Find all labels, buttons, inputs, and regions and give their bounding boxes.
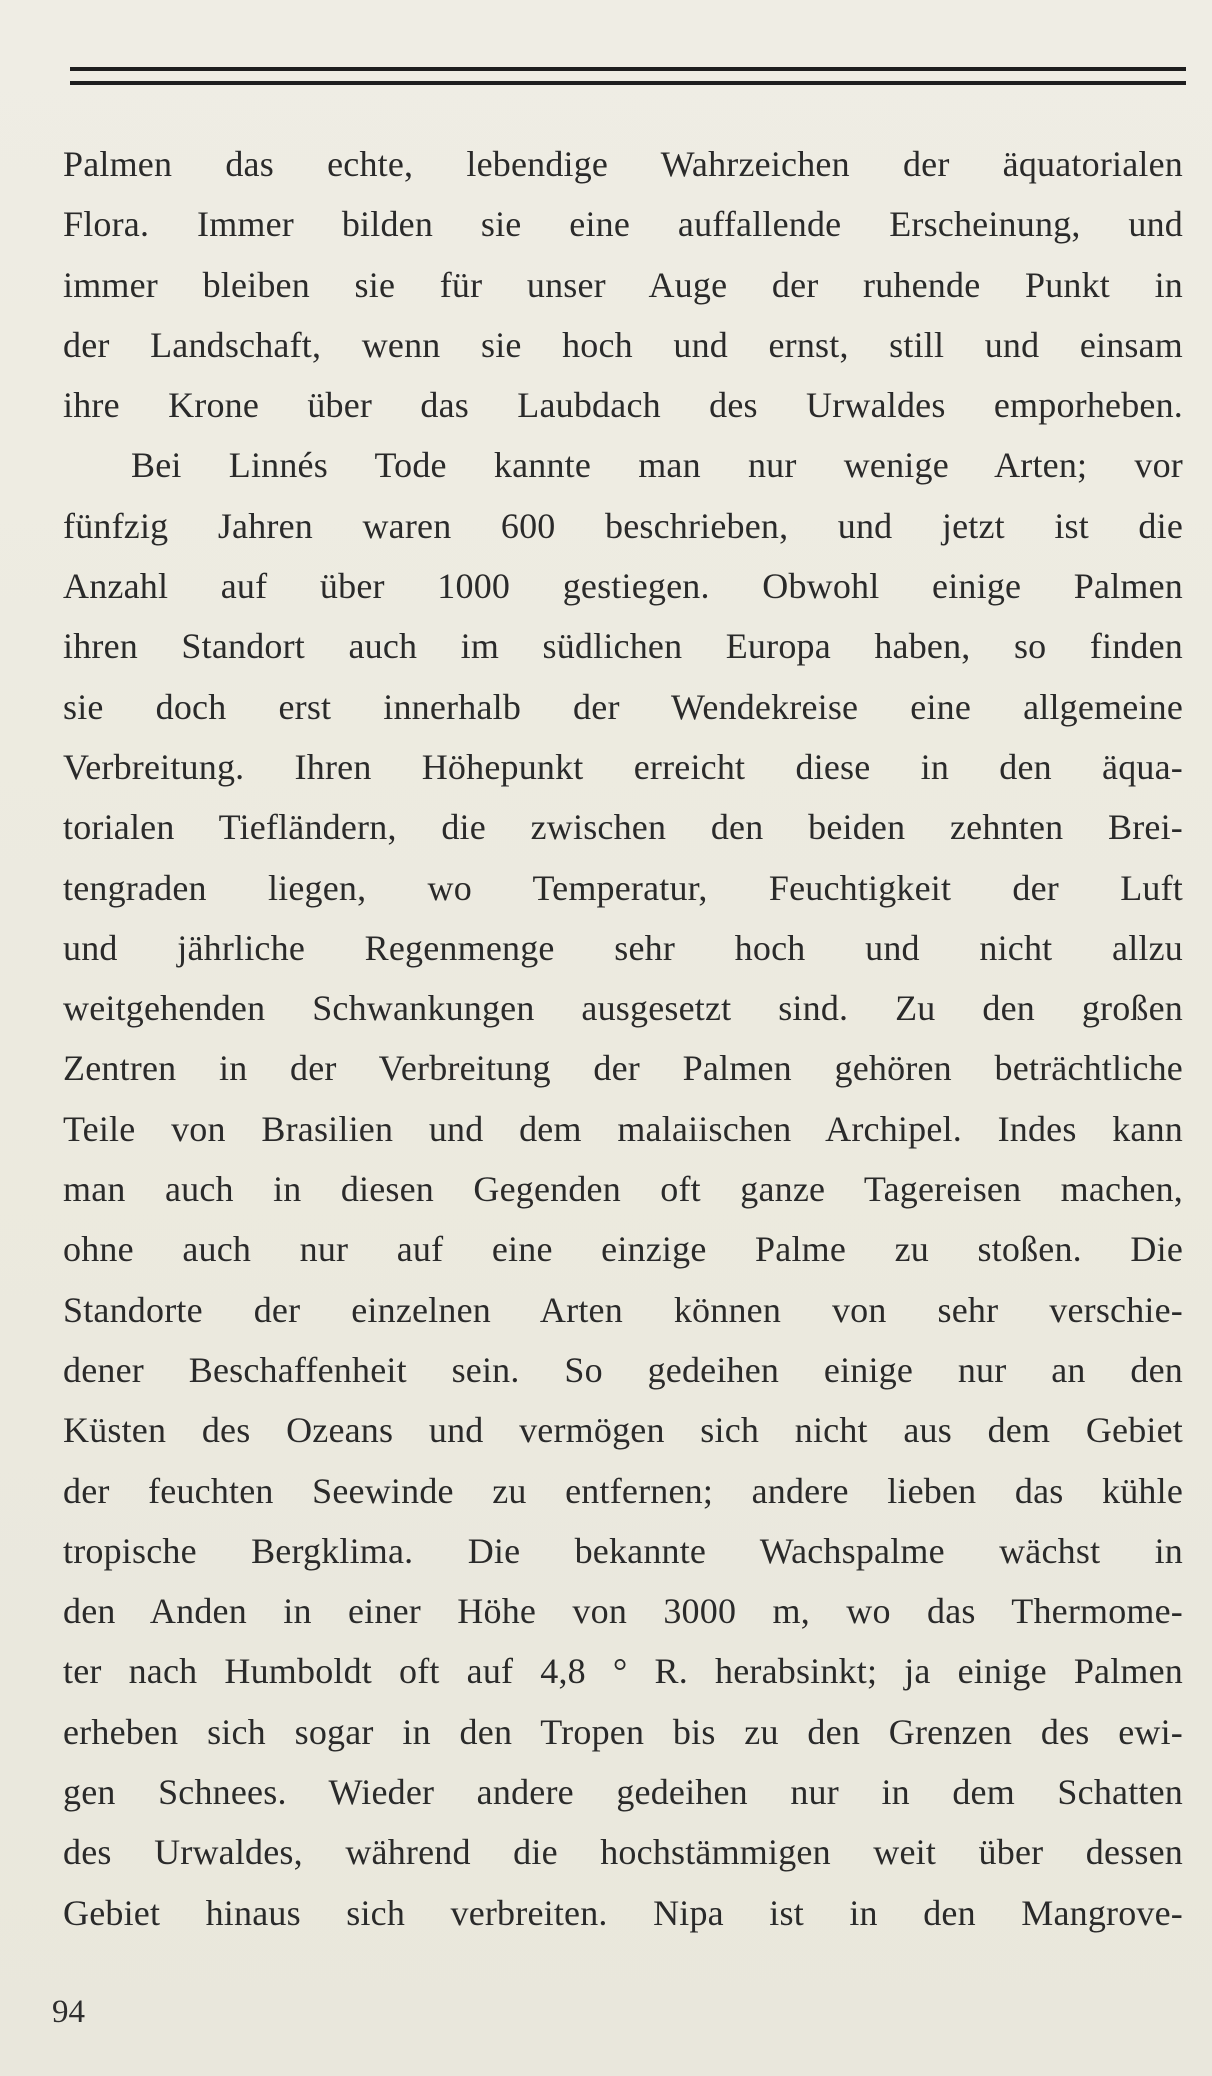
text-line: der Landschaft, wenn sie hoch und ernst, still und einsam: [63, 324, 1183, 365]
text-line: man auch in diesen Gegenden oft ganze Tagereisen machen,: [63, 1169, 1183, 1210]
text-line: erheben sich sogar in den Tropen bis zu den Grenzen des ewi-: [63, 1711, 1183, 1752]
header-rule-top: [70, 67, 1186, 71]
text-line: Zentren in der Verbreitung der Palmen gehören beträchtliche: [63, 1048, 1183, 1089]
text-line: fünfzig Jahren waren 600 beschrieben, und jetzt ist die: [63, 505, 1183, 546]
text-line: tropische Bergklima. Die bekannte Wachspalme wächst in: [63, 1530, 1183, 1571]
text-line: der feuchten Seewinde zu entfernen; andere lieben das kühle: [63, 1470, 1183, 1511]
text-line: Standorte der einzelnen Arten können von sehr verschie-: [63, 1289, 1183, 1330]
text-line: des Urwaldes, während die hochstämmigen weit über dessen: [63, 1832, 1183, 1873]
text-line: Anzahl auf über 1000 gestiegen. Obwohl einige Palmen: [63, 566, 1183, 607]
text-line: Flora. Immer bilden sie eine auffallende Erscheinung, und: [63, 204, 1183, 245]
text-line: ihren Standort auch im südlichen Europa haben, so finden: [63, 626, 1183, 667]
text-line: weitgehenden Schwankungen ausgesetzt sind. Zu den großen: [63, 988, 1183, 1029]
text-line: den Anden in einer Höhe von 3000 m, wo das Thermome-: [63, 1591, 1183, 1632]
text-line: Gebiet hinaus sich verbreiten. Nipa ist in den Mangrove-: [63, 1892, 1183, 1933]
body-text: [63, 134, 1183, 1943]
text-line: Küsten des Ozeans und vermögen sich nicht aus dem Gebiet: [63, 1410, 1183, 1451]
text-line: tengraden liegen, wo Temperatur, Feuchtigkeit der Luft: [63, 867, 1183, 908]
text-line: dener Beschaffenheit sein. So gedeihen einige nur an den: [63, 1349, 1183, 1390]
text-line: ihre Krone über das Laubdach des Urwaldes emporheben.: [63, 385, 1183, 426]
text-line: sie doch erst innerhalb der Wendekreise eine allgemeine: [63, 686, 1183, 727]
text-line: ohne auch nur auf eine einzige Palme zu stoßen. Die: [63, 1229, 1183, 1270]
text-line: gen Schnees. Wieder andere gedeihen nur in dem Schatten: [63, 1772, 1183, 1813]
text-line: ter nach Humboldt oft auf 4,8 ° R. herabsinkt; ja einige Palmen: [63, 1651, 1183, 1692]
text-line: und jährliche Regenmenge sehr hoch und nicht allzu: [63, 927, 1183, 968]
page-number: 94: [52, 1994, 85, 2030]
text-line: Palmen das echte, lebendige Wahrzeichen der äquatorialen: [63, 144, 1183, 184]
text-line: Teile von Brasilien und dem malaiischen Archipel. Indes kann: [63, 1108, 1183, 1149]
text-line: torialen Tiefländern, die zwischen den beiden zehnten Brei-: [63, 807, 1183, 848]
text-line: immer bleiben sie für unser Auge der ruhende Punkt in: [63, 264, 1183, 305]
header-rule-bottom: [70, 81, 1186, 85]
text-line: Verbreitung. Ihren Höhepunkt erreicht diese in den äqua-: [63, 746, 1183, 787]
text-line: Bei Linnés Tode kannte man nur wenige Arten; vor: [131, 445, 1183, 486]
